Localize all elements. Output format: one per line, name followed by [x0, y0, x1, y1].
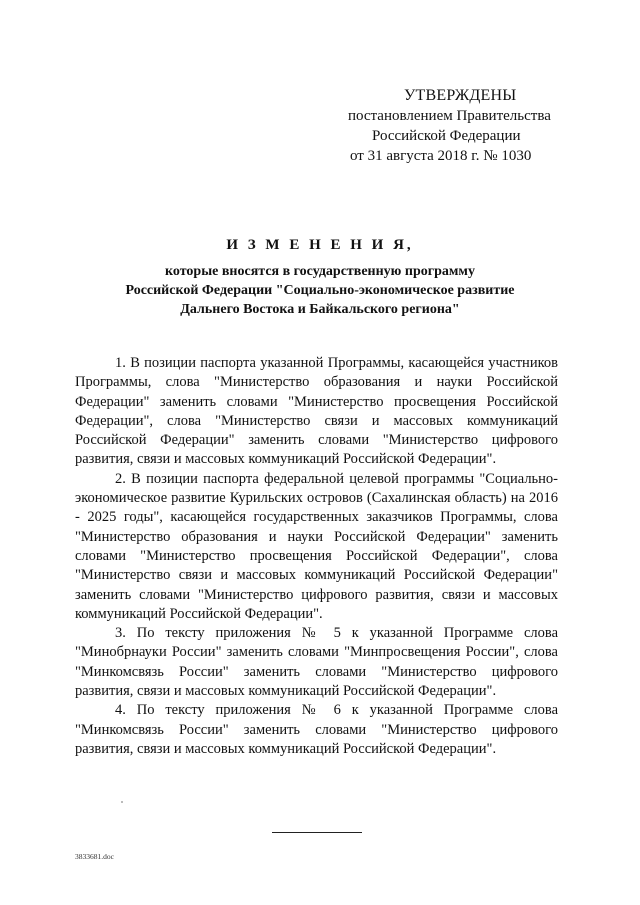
separator-line: [272, 832, 362, 833]
file-name-footer: 3833681.doc: [75, 852, 114, 861]
paragraph-2: 2. В позиции паспорта федеральной целевой программы "Социально-экономическое развитие Курильских островов (Сахалинская область) на 2016 - 2025 годы", касающейся государственных заказчиков Программы, слова "Министерство образования и науки Российской Федерации" заменить словами "Министерство просвещения Российской Федерации", слова "Министерство связи и массовых коммуникаций Российской Федерации" заменить словами "Министерство цифрового развития, связи и массовых коммуникаций Российской Федерации".: [75, 470, 558, 622]
paragraph-3: 3. По тексту приложения № 5 к указанной Программе слова "Минобрнауки России" заменить словами "Минпросвещения России", слова "Минкомсвязь России" заменить словами "Министерство цифрового развития, связи и массовых коммуникаций Российской Федерации".: [75, 625, 558, 700]
approval-line-3: от 31 августа 2018 г. № 1030: [350, 148, 532, 164]
document-subtitle: [70, 262, 570, 319]
subtitle-line-2: Российской Федерации "Социально-экономическое развитие: [125, 283, 515, 298]
document-body: [75, 354, 558, 759]
approval-line-1: постановлением Правительства: [348, 108, 551, 124]
paragraph-4: 4. По тексту приложения № 6 к указанной Программе слова "Минкомсвязь России" заменить словами "Министерство цифрового развития, связи и массовых коммуникаций Российской Федерации".: [75, 702, 558, 757]
approval-block: [320, 86, 620, 166]
document-title: И З М Е Н Е Н И Я,: [226, 237, 414, 253]
scan-speck: [121, 801, 123, 803]
subtitle-line-1: которые вносятся в государственную программу: [165, 264, 475, 279]
paragraph-1: 1. В позиции паспорта указанной Программы, касающейся участников Программы, слова "Министерство образования и науки Российской Федерации" заменить словами "Министерство просвещения Российской Федерации", слова "Министерство связи и массовых коммуникаций Российской Федерации" заменить словами "Министерство цифрового развития, связи и массовых коммуникаций Российской Федерации".: [75, 355, 558, 468]
subtitle-line-3: Дальнего Востока и Байкальского региона": [180, 302, 460, 317]
approval-heading: УТВЕРЖДЕНЫ: [404, 87, 517, 104]
approval-line-2: Российской Федерации: [372, 128, 521, 144]
